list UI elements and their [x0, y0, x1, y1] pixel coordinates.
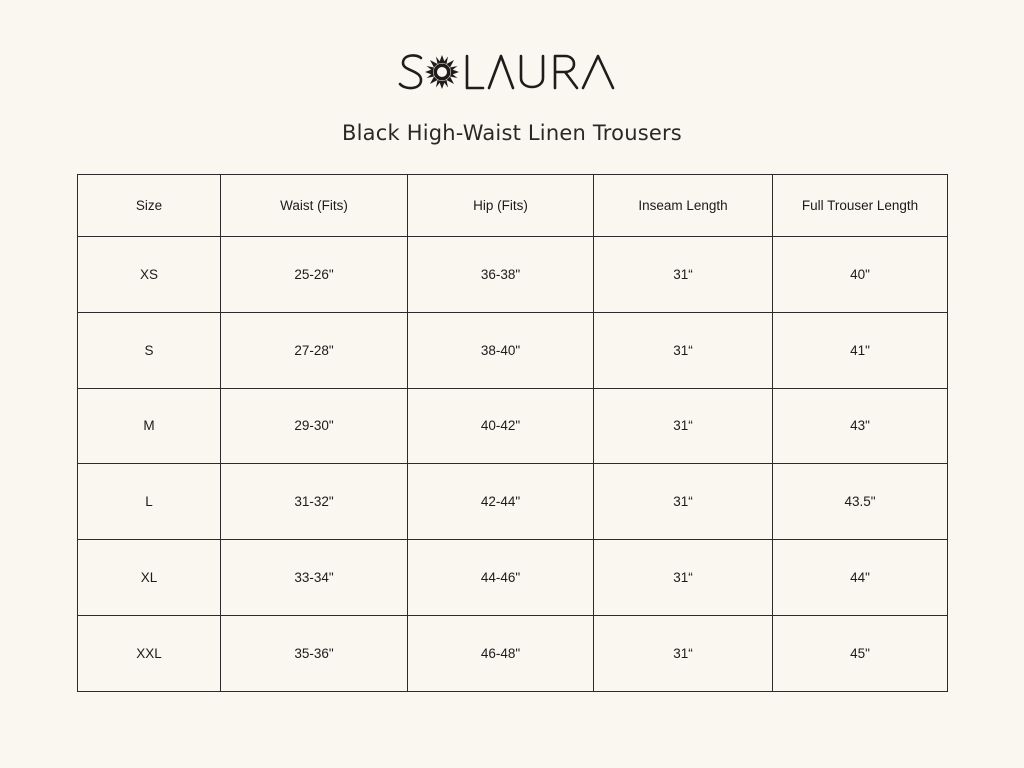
cell-full-length: 43"	[773, 388, 948, 464]
cell-full-length: 41"	[773, 312, 948, 388]
header-waist: Waist (Fits)	[221, 175, 408, 237]
cell-waist: 25-26"	[221, 237, 408, 313]
solaura-logo-icon	[397, 48, 627, 98]
size-chart-table	[77, 174, 948, 692]
cell-full-length: 43.5"	[773, 464, 948, 540]
cell-full-length: 44"	[773, 540, 948, 616]
cell-waist: 33-34"	[221, 540, 408, 616]
cell-inseam: 31“	[594, 615, 773, 691]
header-size: Size	[78, 175, 221, 237]
header-full-trouser-length: Full Trouser Length	[773, 175, 948, 237]
cell-hip: 46-48"	[408, 615, 594, 691]
header-inseam-length: Inseam Length	[594, 175, 773, 237]
cell-inseam: 31“	[594, 464, 773, 540]
cell-hip: 38-40"	[408, 312, 594, 388]
table-header-row	[78, 175, 948, 237]
cell-hip: 42-44"	[408, 464, 594, 540]
cell-hip: 40-42"	[408, 388, 594, 464]
table-row	[78, 615, 948, 691]
table-row	[78, 388, 948, 464]
cell-size: M	[78, 388, 221, 464]
cell-size: XS	[78, 237, 221, 313]
cell-inseam: 31“	[594, 388, 773, 464]
cell-full-length: 45"	[773, 615, 948, 691]
table-row	[78, 464, 948, 540]
cell-full-length: 40"	[773, 237, 948, 313]
cell-inseam: 31“	[594, 540, 773, 616]
header-hip: Hip (Fits)	[408, 175, 594, 237]
cell-size: XL	[78, 540, 221, 616]
cell-inseam: 31“	[594, 237, 773, 313]
cell-size: XXL	[78, 615, 221, 691]
cell-size: L	[78, 464, 221, 540]
cell-hip: 44-46"	[408, 540, 594, 616]
cell-hip: 36-38"	[408, 237, 594, 313]
cell-inseam: 31“	[594, 312, 773, 388]
cell-waist: 31-32"	[221, 464, 408, 540]
table-row	[78, 312, 948, 388]
cell-waist: 27-28"	[221, 312, 408, 388]
cell-waist: 35-36"	[221, 615, 408, 691]
cell-waist: 29-30"	[221, 388, 408, 464]
table-row	[78, 237, 948, 313]
cell-size: S	[78, 312, 221, 388]
table-row	[78, 540, 948, 616]
brand-logo	[0, 48, 1024, 98]
product-title: Black High-Waist Linen Trousers	[342, 121, 682, 145]
